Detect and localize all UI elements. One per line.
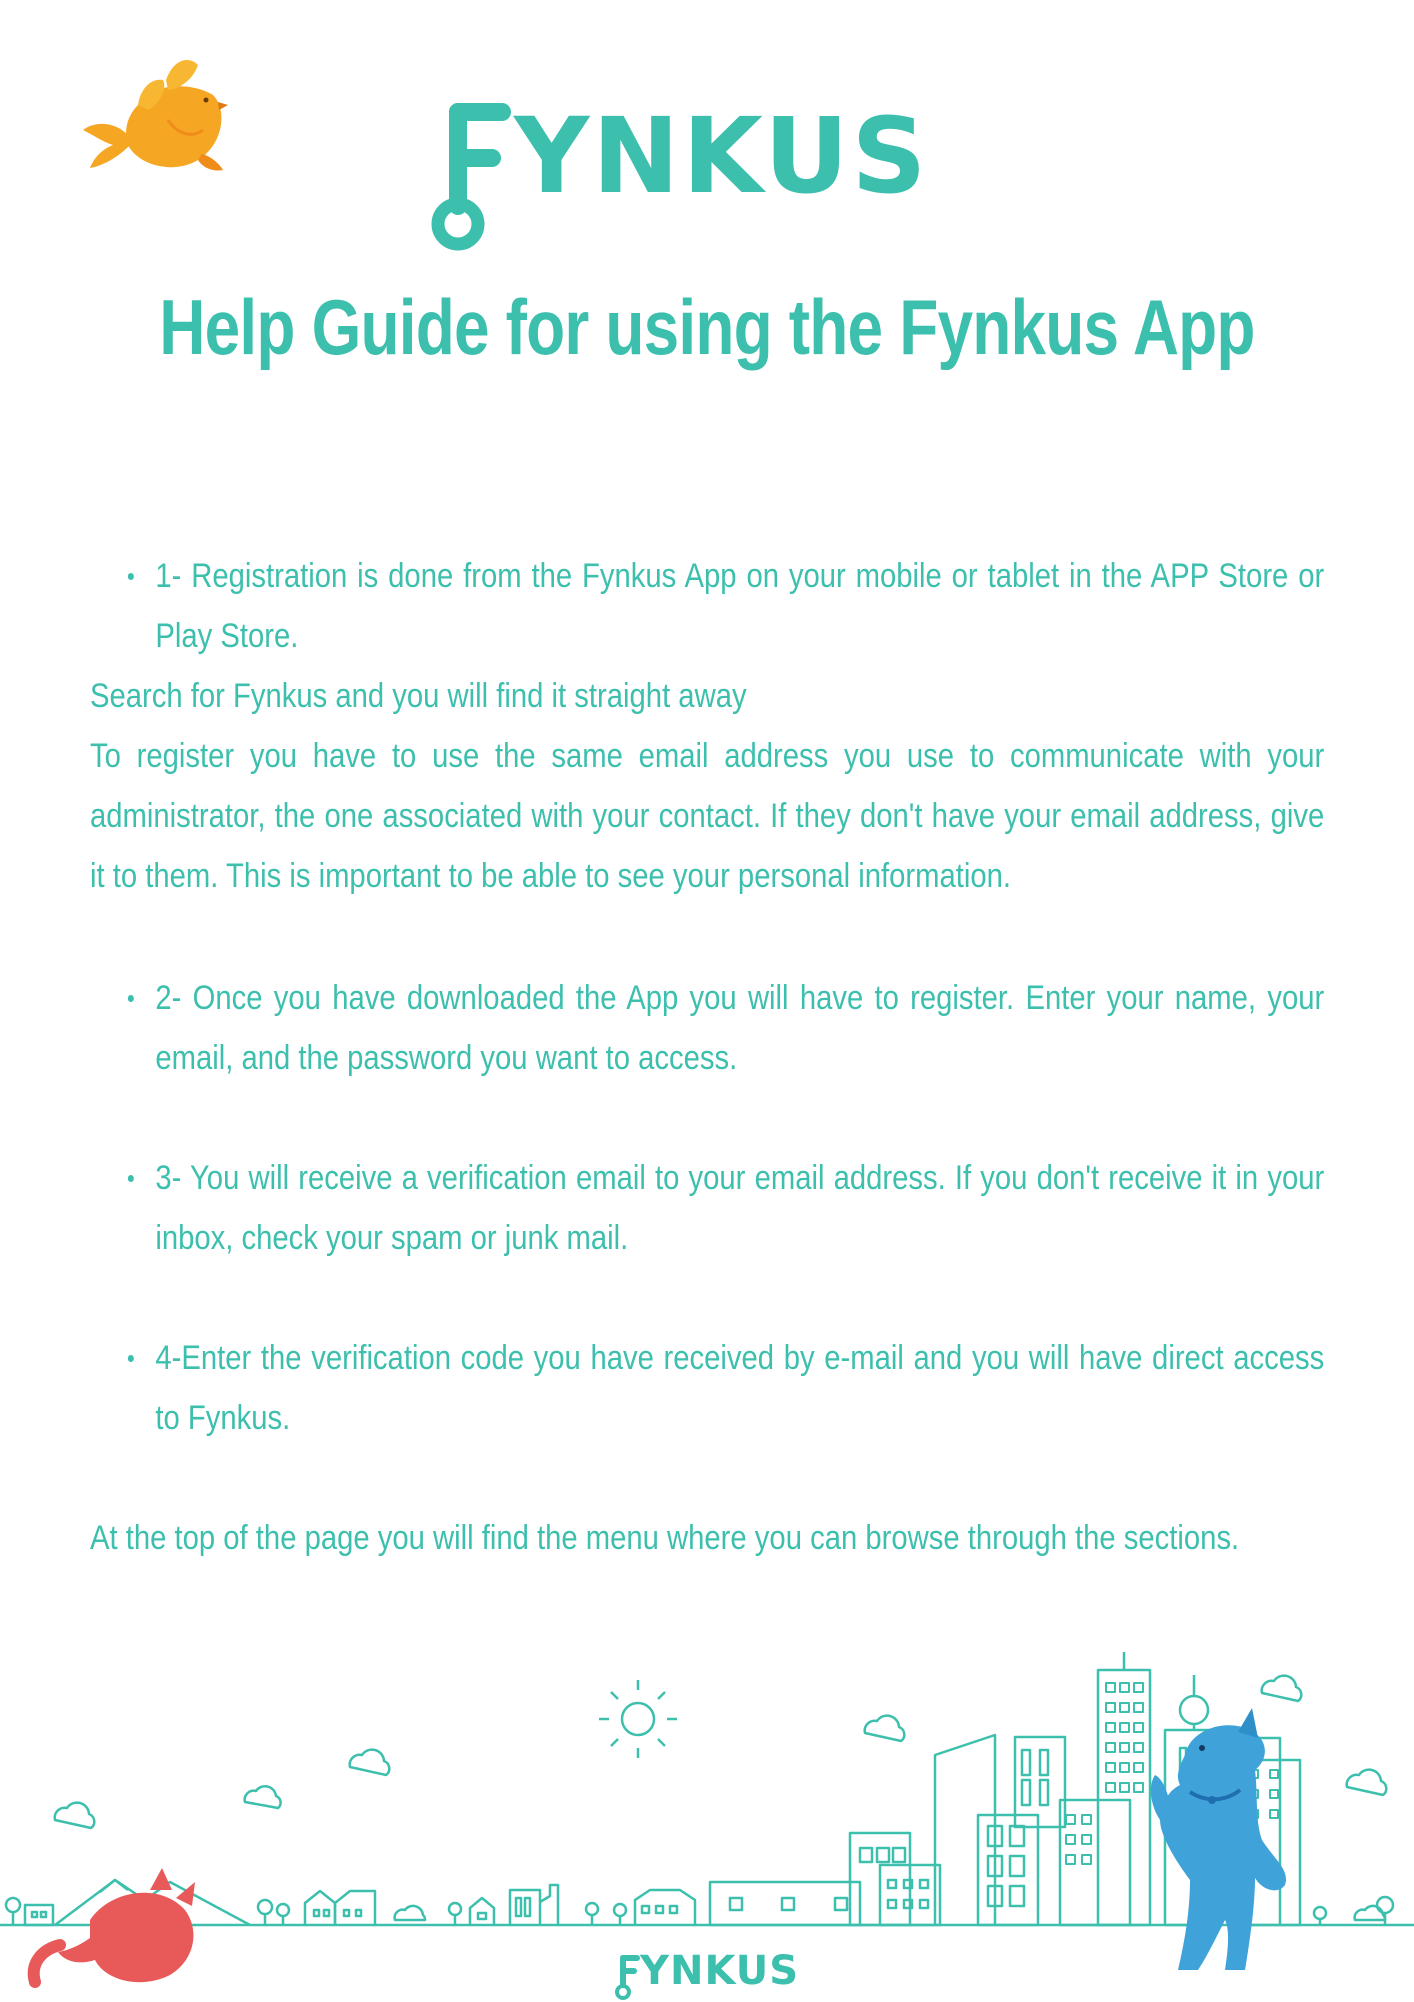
logo-text: YNKUS (514, 95, 930, 217)
search-instruction: Search for Fynkus and you will find it straight away (90, 677, 747, 715)
dog-icon (1151, 1708, 1286, 1970)
footer-logo-text: YNKUS (640, 1948, 800, 1994)
footer-key-icon (613, 1952, 643, 2002)
bird-icon (78, 50, 228, 180)
step-4: 4-Enter the verification code you have received by e-mail and you will have direct access to Fynkus. (90, 1328, 1324, 1448)
sun-icon (599, 1680, 677, 1758)
step-3: 3- You will receive a verification email to your email address. If you don't receive it in your inbox, check your spam or junk mail. (90, 1148, 1324, 1268)
step-2: 2- Once you have downloaded the App you will have to register. Enter your name, your email, and the password you want to access. (90, 968, 1324, 1088)
key-icon (430, 96, 520, 256)
page-title: Help Guide for using the Fynkus App (159, 283, 1255, 371)
step-1: 1- Registration is done from the Fynkus App on your mobile or tablet in the APP Store or Play Store. (90, 546, 1324, 666)
guide-content (90, 546, 1324, 1568)
register-note: To register you have to use the same email address you use to communicate with your administrator, the one associated with your contact. If they don't have your email address, give it to them. This is important to be able to see your personal information. (90, 737, 1325, 895)
fynkus-logo (430, 96, 990, 256)
closing-note: At the top of the page you will find the menu where you can browse through the sections. (90, 1519, 1240, 1557)
city-skyline (0, 1620, 1414, 2000)
